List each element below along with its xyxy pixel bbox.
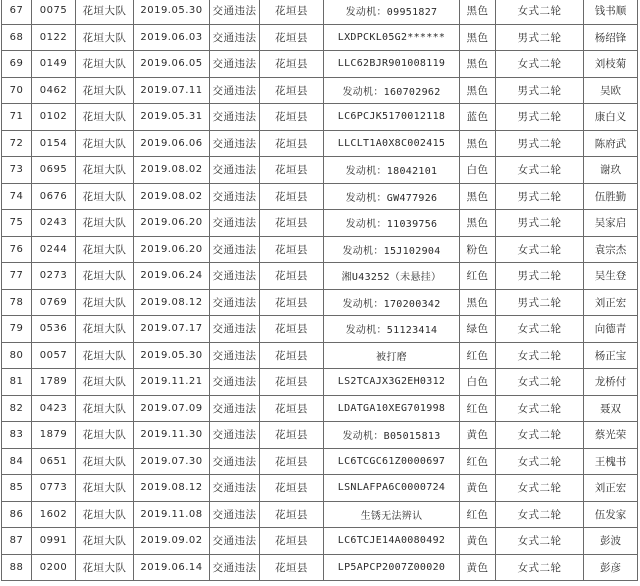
case-code-cell: 0243 [32, 210, 76, 237]
violation-type-cell: 交通违法 [210, 0, 260, 24]
violation-type-cell: 交通违法 [210, 51, 260, 78]
brigade-cell: 花垣大队 [76, 210, 134, 237]
seize-date-cell: 2019.09.02 [134, 528, 210, 555]
seize-date-cell: 2019.08.12 [134, 289, 210, 316]
owner-name-cell: 陈府武 [584, 130, 638, 157]
county-cell: 花垣县 [260, 24, 324, 51]
vehicle-color-cell: 粉色 [460, 236, 496, 263]
frame-or-engine-number-cell: LC6TCJE14A0080492 [324, 528, 460, 555]
brigade-cell: 花垣大队 [76, 51, 134, 78]
vehicle-color-cell: 黄色 [460, 422, 496, 449]
county-cell: 花垣县 [260, 183, 324, 210]
violation-type-cell: 交通违法 [210, 236, 260, 263]
table-row [2, 554, 638, 581]
table-row [2, 157, 638, 184]
brigade-cell: 花垣大队 [76, 342, 134, 369]
seize-date-cell: 2019.06.24 [134, 263, 210, 290]
seize-date-cell: 2019.11.30 [134, 422, 210, 449]
row-number-cell: 81 [2, 369, 32, 396]
vehicle-type-cell: 女式二轮 [496, 528, 584, 555]
case-code-cell: 0676 [32, 183, 76, 210]
violation-type-cell: 交通违法 [210, 77, 260, 104]
violation-type-cell: 交通违法 [210, 369, 260, 396]
case-code-cell: 0462 [32, 77, 76, 104]
brigade-cell: 花垣大队 [76, 263, 134, 290]
vehicle-type-cell: 男式二轮 [496, 104, 584, 131]
vehicle-color-cell: 黑色 [460, 183, 496, 210]
table-row [2, 183, 638, 210]
violation-type-cell: 交通违法 [210, 342, 260, 369]
brigade-cell: 花垣大队 [76, 501, 134, 528]
brigade-cell: 花垣大队 [76, 157, 134, 184]
brigade-cell: 花垣大队 [76, 554, 134, 581]
violation-type-cell: 交通违法 [210, 422, 260, 449]
row-number-cell: 85 [2, 475, 32, 502]
vehicle-color-cell: 黑色 [460, 51, 496, 78]
row-number-cell: 79 [2, 316, 32, 343]
case-code-cell: 0102 [32, 104, 76, 131]
violation-type-cell: 交通违法 [210, 395, 260, 422]
vehicle-type-cell: 女式二轮 [496, 157, 584, 184]
row-number-cell: 88 [2, 554, 32, 581]
owner-name-cell: 谢玖 [584, 157, 638, 184]
case-code-cell: 0057 [32, 342, 76, 369]
vehicle-type-cell: 女式二轮 [496, 51, 584, 78]
county-cell: 花垣县 [260, 130, 324, 157]
county-cell: 花垣县 [260, 236, 324, 263]
seize-date-cell: 2019.11.21 [134, 369, 210, 396]
table-row [2, 104, 638, 131]
table-row [2, 342, 638, 369]
vehicle-color-cell: 黑色 [460, 24, 496, 51]
brigade-cell: 花垣大队 [76, 130, 134, 157]
owner-name-cell: 吴生登 [584, 263, 638, 290]
vehicle-type-cell: 女式二轮 [496, 422, 584, 449]
case-code-cell: 0244 [32, 236, 76, 263]
frame-or-engine-number-cell: 发动机：15J102904 [324, 236, 460, 263]
brigade-cell: 花垣大队 [76, 395, 134, 422]
row-number-cell: 73 [2, 157, 32, 184]
vehicle-color-cell: 红色 [460, 342, 496, 369]
seize-date-cell: 2019.06.20 [134, 236, 210, 263]
brigade-cell: 花垣大队 [76, 183, 134, 210]
county-cell: 花垣县 [260, 395, 324, 422]
owner-name-cell: 康白义 [584, 104, 638, 131]
vehicle-color-cell: 蓝色 [460, 104, 496, 131]
owner-name-cell: 刘正宏 [584, 289, 638, 316]
county-cell: 花垣县 [260, 528, 324, 555]
row-number-cell: 68 [2, 24, 32, 51]
county-cell: 花垣县 [260, 554, 324, 581]
row-number-cell: 83 [2, 422, 32, 449]
frame-or-engine-number-cell: 生锈无法辨认 [324, 501, 460, 528]
case-code-cell: 0773 [32, 475, 76, 502]
violation-type-cell: 交通违法 [210, 475, 260, 502]
case-code-cell: 0651 [32, 448, 76, 475]
seize-date-cell: 2019.06.06 [134, 130, 210, 157]
brigade-cell: 花垣大队 [76, 316, 134, 343]
vehicle-color-cell: 红色 [460, 448, 496, 475]
vehicle-type-cell: 女式二轮 [496, 0, 584, 24]
table-row [2, 236, 638, 263]
vehicle-type-cell: 女式二轮 [496, 475, 584, 502]
seize-date-cell: 2019.05.31 [134, 104, 210, 131]
case-code-cell: 1789 [32, 369, 76, 396]
vehicle-type-cell: 女式二轮 [496, 342, 584, 369]
brigade-cell: 花垣大队 [76, 528, 134, 555]
table-row [2, 501, 638, 528]
table-row [2, 316, 638, 343]
case-code-cell: 0991 [32, 528, 76, 555]
violation-type-cell: 交通违法 [210, 24, 260, 51]
vehicle-type-cell: 男式二轮 [496, 183, 584, 210]
vehicle-color-cell: 黑色 [460, 210, 496, 237]
brigade-cell: 花垣大队 [76, 448, 134, 475]
case-code-cell: 0122 [32, 24, 76, 51]
vehicle-color-cell: 黑色 [460, 289, 496, 316]
vehicle-type-cell: 男式二轮 [496, 24, 584, 51]
row-number-cell: 82 [2, 395, 32, 422]
vehicle-type-cell: 女式二轮 [496, 395, 584, 422]
seize-date-cell: 2019.06.05 [134, 51, 210, 78]
table-row [2, 528, 638, 555]
vehicle-type-cell: 女式二轮 [496, 501, 584, 528]
vehicle-color-cell: 黄色 [460, 475, 496, 502]
row-number-cell: 78 [2, 289, 32, 316]
owner-name-cell: 蔡光荣 [584, 422, 638, 449]
seize-date-cell: 2019.11.08 [134, 501, 210, 528]
county-cell: 花垣县 [260, 289, 324, 316]
county-cell: 花垣县 [260, 263, 324, 290]
table-row [2, 130, 638, 157]
vehicle-type-cell: 女式二轮 [496, 316, 584, 343]
frame-or-engine-number-cell: LLC62BJR901008119 [324, 51, 460, 78]
vehicle-type-cell: 女式二轮 [496, 236, 584, 263]
row-number-cell: 70 [2, 77, 32, 104]
case-code-cell: 0423 [32, 395, 76, 422]
frame-or-engine-number-cell: 发动机：GW477926 [324, 183, 460, 210]
table-row [2, 263, 638, 290]
case-code-cell: 0154 [32, 130, 76, 157]
case-code-cell: 1879 [32, 422, 76, 449]
seize-date-cell: 2019.05.30 [134, 0, 210, 24]
row-number-cell: 80 [2, 342, 32, 369]
table-row [2, 24, 638, 51]
vehicle-color-cell: 黄色 [460, 554, 496, 581]
table-row [2, 289, 638, 316]
vehicle-color-cell: 白色 [460, 157, 496, 184]
case-code-cell: 1602 [32, 501, 76, 528]
violation-type-cell: 交通违法 [210, 157, 260, 184]
seize-date-cell: 2019.06.14 [134, 554, 210, 581]
owner-name-cell: 彭彦 [584, 554, 638, 581]
violation-type-cell: 交通违法 [210, 210, 260, 237]
frame-or-engine-number-cell: LC6PCJK5170012118 [324, 104, 460, 131]
seize-date-cell: 2019.08.02 [134, 183, 210, 210]
frame-or-engine-number-cell: 发动机：11039756 [324, 210, 460, 237]
violation-type-cell: 交通违法 [210, 448, 260, 475]
vehicle-color-cell: 黑色 [460, 77, 496, 104]
case-code-cell: 0075 [32, 0, 76, 24]
vehicle-color-cell: 黑色 [460, 130, 496, 157]
frame-or-engine-number-cell: 发动机：160702962 [324, 77, 460, 104]
owner-name-cell: 袁宗杰 [584, 236, 638, 263]
violation-type-cell: 交通违法 [210, 554, 260, 581]
seize-date-cell: 2019.06.03 [134, 24, 210, 51]
brigade-cell: 花垣大队 [76, 236, 134, 263]
vehicle-color-cell: 红色 [460, 263, 496, 290]
brigade-cell: 花垣大队 [76, 422, 134, 449]
table-row [2, 369, 638, 396]
owner-name-cell: 向德青 [584, 316, 638, 343]
violation-type-cell: 交通违法 [210, 289, 260, 316]
row-number-cell: 84 [2, 448, 32, 475]
row-number-cell: 69 [2, 51, 32, 78]
county-cell: 花垣县 [260, 77, 324, 104]
county-cell: 花垣县 [260, 369, 324, 396]
brigade-cell: 花垣大队 [76, 289, 134, 316]
case-code-cell: 0695 [32, 157, 76, 184]
row-number-cell: 71 [2, 104, 32, 131]
violation-type-cell: 交通违法 [210, 130, 260, 157]
frame-or-engine-number-cell: LC6TCGC61Z0000697 [324, 448, 460, 475]
frame-or-engine-number-cell: LSNLAFPA6C0000724 [324, 475, 460, 502]
violation-type-cell: 交通违法 [210, 104, 260, 131]
seize-date-cell: 2019.08.12 [134, 475, 210, 502]
case-code-cell: 0149 [32, 51, 76, 78]
frame-or-engine-number-cell: LDATGA10XEG701998 [324, 395, 460, 422]
brigade-cell: 花垣大队 [76, 475, 134, 502]
county-cell: 花垣县 [260, 475, 324, 502]
seize-date-cell: 2019.08.02 [134, 157, 210, 184]
owner-name-cell: 伍胜勤 [584, 183, 638, 210]
county-cell: 花垣县 [260, 210, 324, 237]
table-row [2, 210, 638, 237]
table-row [2, 0, 638, 24]
seize-date-cell: 2019.07.30 [134, 448, 210, 475]
violation-type-cell: 交通违法 [210, 316, 260, 343]
seize-date-cell: 2019.05.30 [134, 342, 210, 369]
vehicle-color-cell: 红色 [460, 395, 496, 422]
case-code-cell: 0769 [32, 289, 76, 316]
row-number-cell: 86 [2, 501, 32, 528]
case-code-cell: 0200 [32, 554, 76, 581]
table-row [2, 77, 638, 104]
owner-name-cell: 王槐书 [584, 448, 638, 475]
vehicle-type-cell: 女式二轮 [496, 554, 584, 581]
table-row [2, 422, 638, 449]
vehicle-color-cell: 黄色 [460, 528, 496, 555]
table-row [2, 448, 638, 475]
frame-or-engine-number-cell: 湘U43252（未悬挂） [324, 263, 460, 290]
brigade-cell: 花垣大队 [76, 0, 134, 24]
frame-or-engine-number-cell: 被打磨 [324, 342, 460, 369]
county-cell: 花垣县 [260, 0, 324, 24]
row-number-cell: 76 [2, 236, 32, 263]
owner-name-cell: 伍发家 [584, 501, 638, 528]
row-number-cell: 77 [2, 263, 32, 290]
table-row [2, 395, 638, 422]
county-cell: 花垣县 [260, 104, 324, 131]
vehicle-records-table [1, 0, 638, 581]
vehicle-type-cell: 女式二轮 [496, 448, 584, 475]
frame-or-engine-number-cell: LXDPCKL05G2****** [324, 24, 460, 51]
county-cell: 花垣县 [260, 51, 324, 78]
frame-or-engine-number-cell: 发动机：B05015813 [324, 422, 460, 449]
row-number-cell: 74 [2, 183, 32, 210]
vehicle-color-cell: 红色 [460, 501, 496, 528]
county-cell: 花垣县 [260, 422, 324, 449]
owner-name-cell: 聂双 [584, 395, 638, 422]
county-cell: 花垣县 [260, 448, 324, 475]
owner-name-cell: 杨绍锋 [584, 24, 638, 51]
brigade-cell: 花垣大队 [76, 77, 134, 104]
vehicle-color-cell: 黑色 [460, 0, 496, 24]
vehicle-color-cell: 绿色 [460, 316, 496, 343]
county-cell: 花垣县 [260, 316, 324, 343]
violation-type-cell: 交通违法 [210, 528, 260, 555]
violation-type-cell: 交通违法 [210, 501, 260, 528]
frame-or-engine-number-cell: LS2TCAJX3G2EH0312 [324, 369, 460, 396]
brigade-cell: 花垣大队 [76, 24, 134, 51]
frame-or-engine-number-cell: LP5APCP2007Z00020 [324, 554, 460, 581]
vehicle-type-cell: 男式二轮 [496, 210, 584, 237]
row-number-cell: 75 [2, 210, 32, 237]
table-row [2, 51, 638, 78]
vehicle-type-cell: 男式二轮 [496, 77, 584, 104]
owner-name-cell: 彭波 [584, 528, 638, 555]
row-number-cell: 87 [2, 528, 32, 555]
frame-or-engine-number-cell: 发动机：18042101 [324, 157, 460, 184]
owner-name-cell: 刘正宏 [584, 475, 638, 502]
owner-name-cell: 钱书顺 [584, 0, 638, 24]
county-cell: 花垣县 [260, 501, 324, 528]
violation-type-cell: 交通违法 [210, 183, 260, 210]
frame-or-engine-number-cell: 发动机：51123414 [324, 316, 460, 343]
frame-or-engine-number-cell: 发动机：09951827 [324, 0, 460, 24]
frame-or-engine-number-cell: 发动机：170200342 [324, 289, 460, 316]
row-number-cell: 67 [2, 0, 32, 24]
seize-date-cell: 2019.07.17 [134, 316, 210, 343]
owner-name-cell: 吴家启 [584, 210, 638, 237]
table-row [2, 475, 638, 502]
county-cell: 花垣县 [260, 342, 324, 369]
seize-date-cell: 2019.06.20 [134, 210, 210, 237]
seize-date-cell: 2019.07.09 [134, 395, 210, 422]
owner-name-cell: 龙桥付 [584, 369, 638, 396]
vehicle-type-cell: 男式二轮 [496, 263, 584, 290]
case-code-cell: 0536 [32, 316, 76, 343]
county-cell: 花垣县 [260, 157, 324, 184]
violation-type-cell: 交通违法 [210, 263, 260, 290]
case-code-cell: 0273 [32, 263, 76, 290]
owner-name-cell: 杨正宝 [584, 342, 638, 369]
owner-name-cell: 刘枝菊 [584, 51, 638, 78]
vehicle-type-cell: 女式二轮 [496, 369, 584, 396]
owner-name-cell: 吴欧 [584, 77, 638, 104]
vehicle-type-cell: 男式二轮 [496, 289, 584, 316]
brigade-cell: 花垣大队 [76, 369, 134, 396]
brigade-cell: 花垣大队 [76, 104, 134, 131]
vehicle-color-cell: 白色 [460, 369, 496, 396]
row-number-cell: 72 [2, 130, 32, 157]
seize-date-cell: 2019.07.11 [134, 77, 210, 104]
vehicle-type-cell: 男式二轮 [496, 130, 584, 157]
frame-or-engine-number-cell: LLCLT1A0X8C002415 [324, 130, 460, 157]
